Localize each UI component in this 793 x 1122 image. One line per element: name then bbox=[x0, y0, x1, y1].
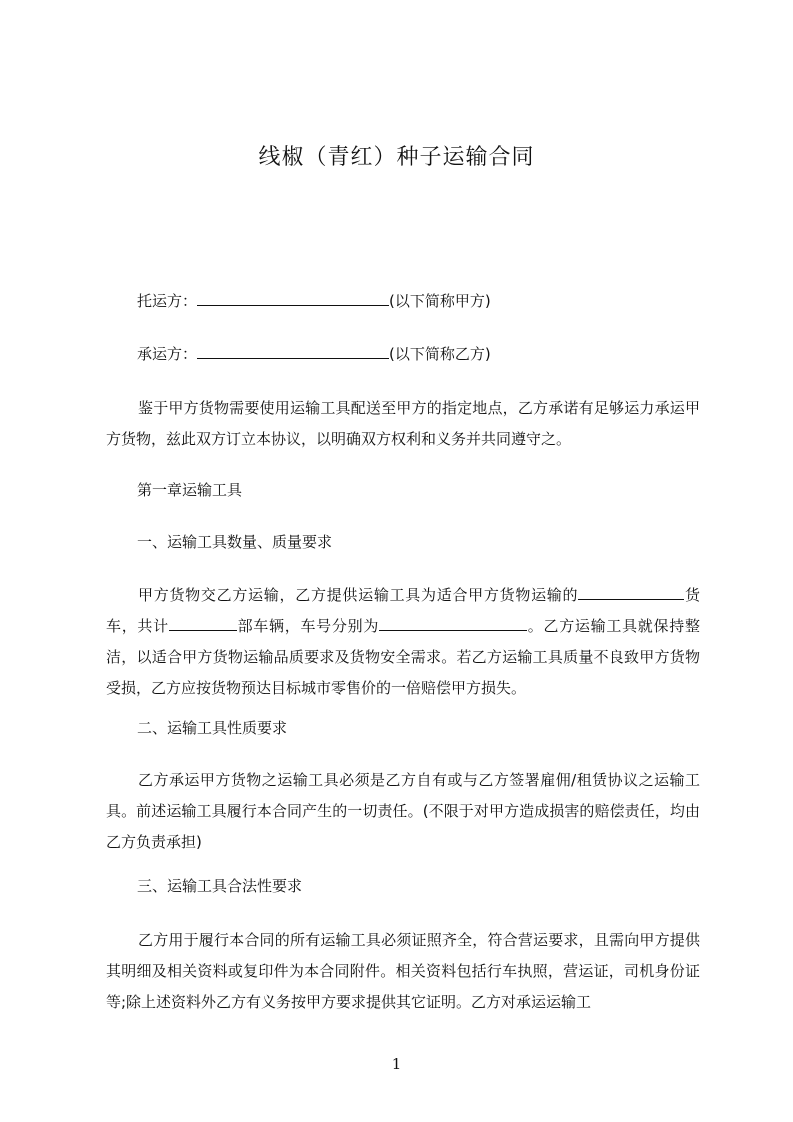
carrier-label: 承运方： bbox=[137, 345, 198, 363]
section-heading-2: 二、运输工具性质要求 bbox=[137, 719, 288, 737]
truck-type-blank[interactable] bbox=[578, 585, 684, 600]
carrier-blank[interactable] bbox=[197, 344, 389, 359]
vehicle-count-blank[interactable] bbox=[169, 616, 237, 631]
plate-number-blank[interactable] bbox=[379, 616, 527, 631]
carrier-suffix: (以下简称乙方) bbox=[389, 345, 491, 363]
shipper-blank[interactable] bbox=[197, 291, 389, 306]
shipper-label: 托运方： bbox=[137, 292, 198, 310]
shipper-line bbox=[137, 291, 491, 311]
shipper-suffix: (以下简称甲方) bbox=[389, 292, 491, 310]
page-number: 1 bbox=[391, 1055, 402, 1073]
section-1-text-a: 甲方货物交乙方运输，乙方提供运输工具为适合甲方货物运输的 bbox=[138, 586, 579, 604]
intro-paragraph: 鉴于甲方货物需要使用运输工具配送至甲方的指定地点，乙方承诺有足够运力承运甲方货物，兹此双方订立本协议，以明确双方权利和义务并共同遵守之。 bbox=[106, 399, 700, 448]
section-1-text-b: 货车，共计 bbox=[106, 586, 700, 635]
section-1-paragraph bbox=[106, 580, 700, 704]
section-3-paragraph: 乙方用于履行本合同的所有运输工具必须证照齐全，符合营运要求，且需向甲方提供其明细及相关资料或复印件为本合同附件。相关资料包括行车执照，营运证，司机身份证等;除上述资料外乙方有义务按甲方要求提供其它证明。乙方对承运运输工 bbox=[106, 931, 700, 1011]
section-heading-3: 三、运输工具合法性要求 bbox=[137, 877, 303, 895]
section-1-text-d: 。乙方运输工具就保持整洁，以适合甲方货物运输品质要求及货物安全需求。若乙方运输工具质量不良致甲方货物受损，乙方应按货物预达目标城市零售价的一倍赔偿甲方损失。 bbox=[106, 617, 700, 697]
carrier-line bbox=[137, 344, 491, 364]
section-heading-1: 一、运输工具数量、质量要求 bbox=[137, 533, 333, 551]
section-2-paragraph: 乙方承运甲方货物之运输工具必须是乙方自有或与乙方签署雇佣/租赁协议之运输工具。前述运输工具履行本合同产生的一切责任。(不限于对甲方造成损害的赔偿责任，均由乙方负责承担) bbox=[106, 771, 700, 851]
section-1-text-c: 部车辆，车号分别为 bbox=[236, 617, 380, 635]
chapter-heading: 第一章运输工具 bbox=[137, 481, 243, 499]
document-title: 线椒（青红）种子运输合同 bbox=[258, 145, 535, 170]
